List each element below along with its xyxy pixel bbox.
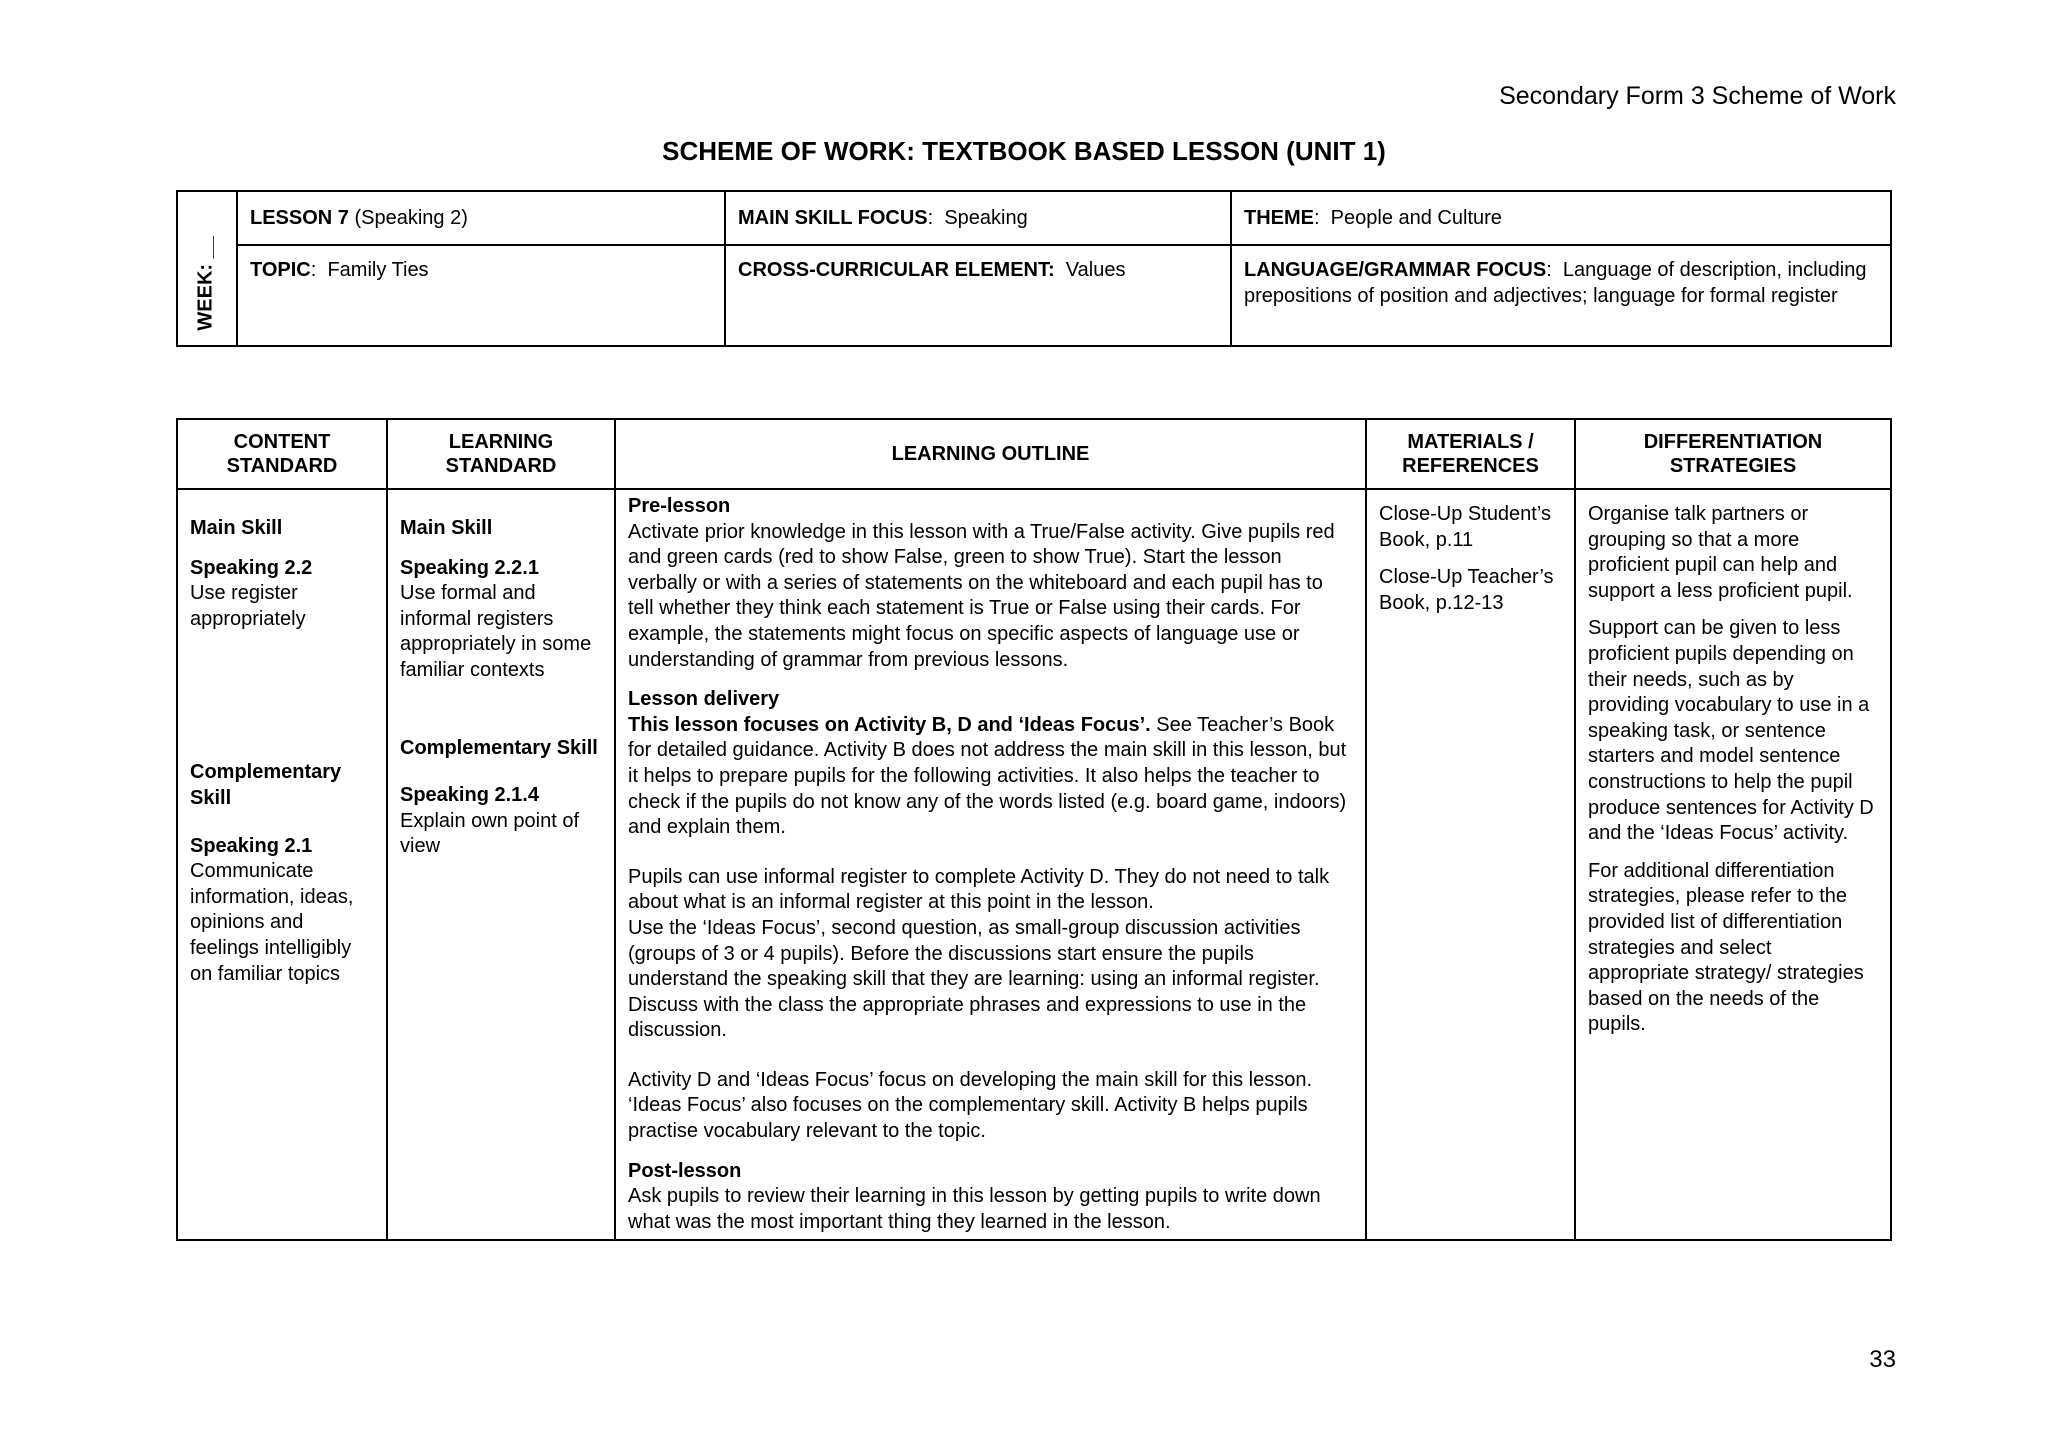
post-lesson-text: Ask pupils to review their learning in this lesson by getting pupils to write down what was the most important thing they learned in the lesson. <box>628 1185 1321 1233</box>
page-title <box>0 136 2048 167</box>
content-comp-heading: Complementary Skill <box>190 761 342 809</box>
material-reference-2: Close-Up Teacher’s Book, p.12-13 <box>1379 566 1554 614</box>
differentiation-cell <box>1575 489 1891 1240</box>
week-cell <box>177 191 237 346</box>
content-main-desc: Use register appropriately <box>190 582 306 630</box>
outline-paragraph-4: Activity D and ‘Ideas Focus’ focus on developing the main skill for this lesson. ‘Ideas Focus’ also focuses on the complementary skill. Activity B helps pupils practise vocabulary relevant to the topic. <box>628 1068 1313 1143</box>
topic-cell: TOPIC: Family Ties <box>237 245 725 346</box>
materials-cell <box>1366 489 1575 1240</box>
content-standard-cell <box>177 489 387 1240</box>
learning-comp-code: Speaking 2.1.4 <box>400 784 539 807</box>
language-grammar-value: Language of description, including prepositions of position and adjectives; language for formal register <box>1244 259 1867 307</box>
main-skill-focus-cell: MAIN SKILL FOCUS: Speaking <box>725 191 1231 245</box>
lesson-delivery-text: See Teacher’s Book for detailed guidance. Activity B does not address the main skill in this lesson, but it helps to prepare pupils for the following activities. It also helps the teacher to check if the pupils do not know any of the words listed (e.g. board game, indoors) and explain them. <box>628 713 1347 839</box>
week-label: WEEK: __ <box>194 236 217 331</box>
cross-curricular-value: Values <box>1065 259 1126 281</box>
theme-value: People and Culture <box>1330 207 1502 229</box>
content-main-code: Speaking 2.2 <box>190 556 313 579</box>
learning-comp-heading: Complementary Skill <box>400 736 598 759</box>
main-skill-focus-value: Speaking <box>944 207 1028 229</box>
lesson-delivery-focus: This lesson focuses on Activity B, D and ‘Ideas Focus’. <box>628 713 1151 736</box>
language-grammar-label: LANGUAGE/GRAMMAR FOCUS <box>1244 259 1547 281</box>
lesson-value: (Speaking 2) <box>354 207 468 229</box>
theme-cell: THEME: People and Culture <box>1231 191 1891 245</box>
header-materials: MATERIALS / REFERENCES <box>1366 419 1575 489</box>
cross-curricular-label: CROSS-CURRICULAR ELEMENT: <box>738 259 1055 281</box>
pre-lesson-heading: Pre-lesson <box>628 495 731 517</box>
topic-label: TOPIC <box>250 259 311 281</box>
lesson-plan-header-row <box>177 419 1891 489</box>
learning-outline-cell <box>615 489 1366 1240</box>
header-learning-standard: LEARNING STANDARD <box>387 419 615 489</box>
lesson-info-table <box>176 190 1892 347</box>
page-number: 33 <box>1869 1346 1896 1373</box>
lesson-plan-body-row <box>177 489 1891 1240</box>
lesson-plan-table <box>176 418 1892 1241</box>
document-series-header: Secondary Form 3 Scheme of Work <box>1499 82 1896 110</box>
content-main-skill-heading: Main Skill <box>190 517 283 539</box>
header-learning-outline: LEARNING OUTLINE <box>615 419 1366 489</box>
outline-paragraph-2: Pupils can use informal register to complete Activity D. They do not need to talk about what is an informal register at this point in the lesson. <box>628 865 1330 914</box>
material-reference-1: Close-Up Student’s Book, p.11 <box>1379 503 1551 551</box>
learning-standard-cell <box>387 489 615 1240</box>
outline-paragraph-3: Use the ‘Ideas Focus’, second question, as small-group discussion activities (groups of 3 or 4 pupils). Before the discussions start ensure the pupils understand the speaking skill that they are learning: using an informal register. Discuss with the class the appropriate phrases and expressions to use in the discussion. <box>628 916 1320 1042</box>
differentiation-paragraph-2: Support can be given to less proficient pupils depending on their needs, such as by providing vocabulary to use in a speaking task, or sentence starters and model sentence constructions to help the pupil produce sentences for Activity D and the ‘Ideas Focus’ activity. <box>1588 617 1874 845</box>
cross-curricular-cell <box>725 245 1231 346</box>
theme-label: THEME <box>1244 207 1314 229</box>
header-differentiation: DIFFERENTIATION STRATEGIES <box>1575 419 1891 489</box>
post-lesson-heading: Post-lesson <box>628 1159 742 1182</box>
page-title-text: SCHEME OF WORK: TEXTBOOK BASED LESSON (UNIT 1) <box>662 136 1386 166</box>
lesson-delivery-heading: Lesson delivery <box>628 688 780 711</box>
lesson-cell <box>237 191 725 245</box>
main-skill-focus-label: MAIN SKILL FOCUS <box>738 207 928 229</box>
differentiation-paragraph-1: Organise talk partners or grouping so that a more proficient pupil can help and support a less proficient pupil. <box>1588 503 1853 602</box>
header-content-standard: CONTENT STANDARD <box>177 419 387 489</box>
learning-main-skill-heading: Main Skill <box>400 517 493 539</box>
topic-value: Family Ties <box>327 259 429 281</box>
language-grammar-cell: LANGUAGE/GRAMMAR FOCUS: Language of description, including prepositions of position and adjectives; language for formal register <box>1231 245 1891 346</box>
content-comp-desc: Communicate information, ideas, opinions and feelings intelligibly on familiar topics <box>190 860 354 985</box>
learning-main-code: Speaking 2.2.1 <box>400 556 539 579</box>
learning-main-desc: Use formal and informal registers appropriately in some familiar contexts <box>400 582 592 681</box>
learning-comp-desc: Explain own point of view <box>400 809 580 858</box>
differentiation-paragraph-3: For additional differentiation strategies, please refer to the provided list of differentiation strategies and select appropriate strategy/ strategies based on the needs of the pupils. <box>1588 859 1864 1036</box>
lesson-label: LESSON 7 <box>250 207 349 229</box>
content-comp-code: Speaking 2.1 <box>190 834 313 857</box>
pre-lesson-text: Activate prior knowledge in this lesson with a True/False activity. Give pupils red and green cards (red to show False, green to show True). Start the lesson verbally or with a series of statements on the whiteboard and each pupil has to tell whether they think each statement is True or False using their cards. For example, the statements might focus on specific aspects of language use or understanding of grammar from previous lessons. <box>628 520 1335 671</box>
